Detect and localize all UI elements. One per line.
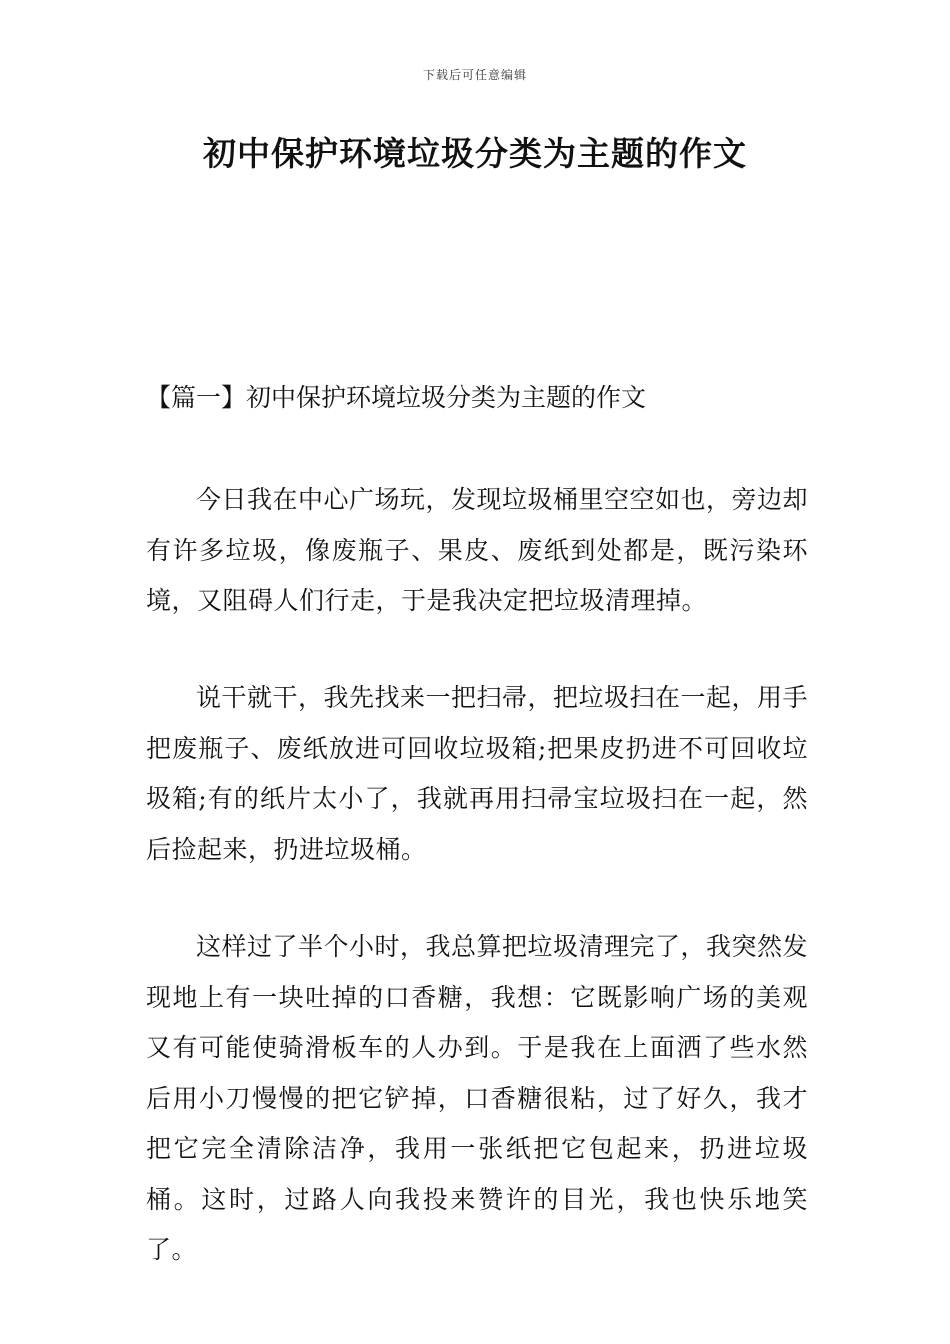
header-note: 下载后可任意编辑 [422,68,527,82]
paragraph-3: 这样过了半个小时，我总算把垃圾清理完了，我突然发现地上有一块吐掉的口香糖，我想：它既影响广场的美观又有可能使骑滑板车的人办到。于是我在上面洒了些水然后用小刀慢慢的把它铲掉，口香糖很粘，过了好久，我才把它完全清除洁净，我用一张纸把它包起来，扔进垃圾桶。这时，过路人向我投来赞许的目光，我也快乐地笑了。 [146,932,809,1264]
paragraph-2: 说干就干，我先找来一把扫帚，把垃圾扫在一起，用手把废瓶子、废纸放进可回收垃圾箱;把果皮扔进不可回收垃圾箱;有的纸片太小了，我就再用扫帚宝垃圾扫在一起，然后捡起来，扔进垃圾桶。 [146,683,809,864]
document-title: 初中保护环境垃圾分类为主题的作文 [203,134,747,173]
paragraph-1: 今日我在中心广场玩，发现垃圾桶里空空如也，旁边却有许多垃圾，像废瓶子、果皮、废纸到处都是，既污染环境，又阻碍人们行走，于是我决定把垃圾清理掉。 [146,485,809,615]
section-heading: 【篇一】初中保护环境垃圾分类为主题的作文 [146,383,647,412]
